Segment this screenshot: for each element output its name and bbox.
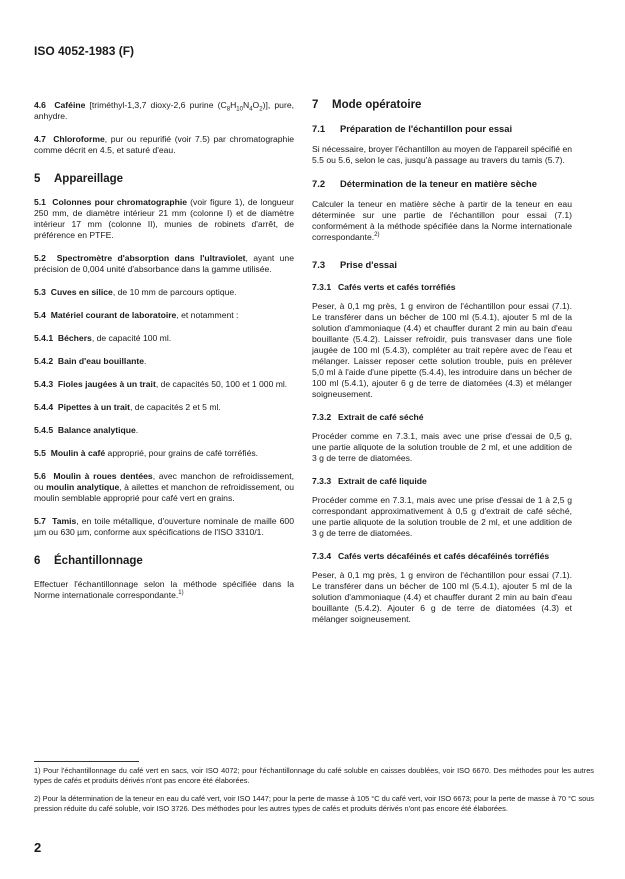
section-7-3-2-heading: 7.3.2 Extrait de café séché — [312, 412, 424, 422]
section-7-2-heading: 7.2 Détermination de la teneur en matière sèche — [312, 178, 537, 189]
section-7-1-heading: 7.1 Préparation de l'échantillon pour essai — [312, 123, 513, 134]
clause-7-3-1-text: Peser, à 0,1 mg près, 1 g environ de l'échantillon pour essai (7.1). Le transférer dans un bécher de 100 ml (5.4.1), ajouter 5 ml de la solution d'ammoniaque (4.4) et chauffer durant 2 min au bain d'eau bouillante (5.4.2). Laisser refroidir, puis transvaser dans une fiole jaugée de 100 ml (5.4.3), compléter au trait repère avec de l'eau et mélanger. Laisser reposer cette solution trouble, puis en prélever 5,0 ml à l'aide d'une pipette (5.4.4), les introduire dans un bécher de 100 ml (5.4.1), ajouter 6 g de terre de diatomées (4.3) et mélanger soigneusement. — [312, 301, 572, 399]
footnotes — [34, 766, 594, 822]
right-column — [312, 100, 572, 637]
section-7-3-heading: 7.3 Prise d'essai — [312, 259, 397, 270]
clause-7-3-3-text: Procéder comme en 7.3.1, mais avec une prise d'essai de 1 à 2,5 g correspondant approximativement à 0,5 g d'extrait de café séché, une partie aliquote de la solution trouble de 2 ml, et une addition de 3 g de terre de diatomées. — [312, 495, 572, 538]
clause-5-6: 5.6 Moulin à roues dentées, avec manchon de refroidissement, ou moulin analytique, à ailettes et manchon de refroidissement, ou moulin semblable approprié pour café vert en grains. — [34, 471, 294, 503]
clause-7-2-text: Calculer la teneur en matière sèche à partir de la teneur en eau déterminée sur une partie de l'échantillon pour essai (7.1) conformément à la méthode spécifiée dans la Norme internationale correspondante.$^{2)}$ — [312, 199, 572, 242]
clause-5-4-5: 5.4.5 Balance analytique. — [34, 425, 139, 435]
section-5-heading: 5 Appareillage — [34, 173, 124, 185]
clause-7-3-4-text: Peser, à 0,1 mg près, 1 g environ de l'échantillon pour essai (7.1). Le transférer dans un bécher de 100 ml (5.4.1), ajouter 5 ml de la solution d'ammoniaque (4.4) et chauffer durant 2 min au bain d'eau bouillante (5.4.2). Ajouter 6 g de terre de diatomées (4.3) et mélanger soigneusement. — [312, 570, 572, 624]
clause-5-4-2: 5.4.2 Bain d'eau bouillante. — [34, 356, 147, 366]
clause-5-3: 5.3 Cuves en silice, de 10 mm de parcours optique. — [34, 287, 237, 297]
section-6-heading: 6 Échantillonnage — [34, 555, 143, 567]
clause-6-text: Effectuer l'échantillonnage selon la méthode spécifiée dans la Norme internationale correspondante.$^{1)}$ — [34, 579, 294, 600]
section-7-3-4-heading: 7.3.4 Cafés verts décaféinés et cafés décaféinés torréfiés — [312, 551, 550, 561]
footnote-rule — [34, 761, 139, 762]
document-header: ISO 4052-1983 (F) — [34, 44, 135, 58]
clause-5-5: 5.5 Moulin à café approprié, pour grains de café torréfiés. — [34, 448, 259, 458]
clause-4-6: 4.6 Caféine [triméthyl-1,3,7 dioxy-2,6 purine $(C_8H_{10}N_4O_2)$], pure, anhydre. — [34, 100, 294, 121]
section-7-3-1-heading: 7.3.1 Cafés verts et cafés torréfiés — [312, 282, 456, 292]
clause-5-4-3: 5.4.3 Fioles jaugées à un trait, de capacités 50, 100 et 1 000 ml. — [34, 379, 288, 389]
footnote-1: 1) Pour l'échantillonnage du café vert en sacs, voir ISO 4072; pour l'échantillonnage du café soluble en caisses doublées, voir ISO 6670. Des méthodes pour les autres types de cafés et produits dérivés n'ont pas encore été élaborées. — [34, 766, 594, 785]
clause-5-4: 5.4 Matériel courant de laboratoire, et notamment : — [34, 310, 239, 320]
clause-4-7: 4.7 Chloroforme, pur ou repurifié (voir 7.5) par chromatographie comme décrit en 4.5, et saturé d'eau. — [34, 134, 295, 155]
clause-5-4-4: 5.4.4 Pipettes à un trait, de capacités 2 et 5 ml. — [34, 402, 221, 412]
page-number: 2 — [34, 840, 42, 855]
clause-5-2: 5.2 Spectromètre d'absorption dans l'ultraviolet, ayant une précision de 0,004 unité d'absorbance dans la gamme utilisée. — [34, 253, 294, 274]
clause-5-7: 5.7 Tamis, en toile métallique, d'ouverture nominale de maille 600 µm ou 630 µm, conforme aux spécifications de l'ISO 3310/1. — [34, 516, 294, 537]
section-7-3-3-heading: 7.3.3 Extrait de café liquide — [312, 476, 427, 486]
left-column — [34, 100, 294, 613]
clause-5-4-1: 5.4.1 Béchers, de capacité 100 ml. — [34, 333, 172, 343]
clause-5-1: 5.1 Colonnes pour chromatographie (voir figure 1), de longueur 250 mm, de diamètre intérieur 21 mm (colonne I) et de diamètre intérieur 17 mm (colonne II), munies de robinets d'arrêt, de préférence en PTFE. — [34, 197, 295, 240]
section-7-heading: 7 Mode opératoire — [312, 99, 422, 111]
footnote-2: 2) Pour la détermination de la teneur en eau du café vert, voir ISO 1447; pour la perte de masse à 105 °C du café vert, voir ISO 6673; pour la perte de masse à 70 °C sous pression réduite du café soluble, voir ISO 3726. Des méthodes pour les autres types de cafés et produits dérivés n'ont pas encore été élaborées. — [34, 794, 594, 813]
clause-7-3-2-text: Procéder comme en 7.3.1, mais avec une prise d'essai de 0,5 g, une partie aliquote de la solution trouble de 2 ml, et une addition de 3 g de terre de diatomées. — [312, 431, 572, 463]
clause-7-1-text: Si nécessaire, broyer l'échantillon au moyen de l'appareil spécifié en 5.5 ou 5.6, selon le cas, jusqu'à passage au travers du tamis (5.7). — [312, 144, 572, 165]
